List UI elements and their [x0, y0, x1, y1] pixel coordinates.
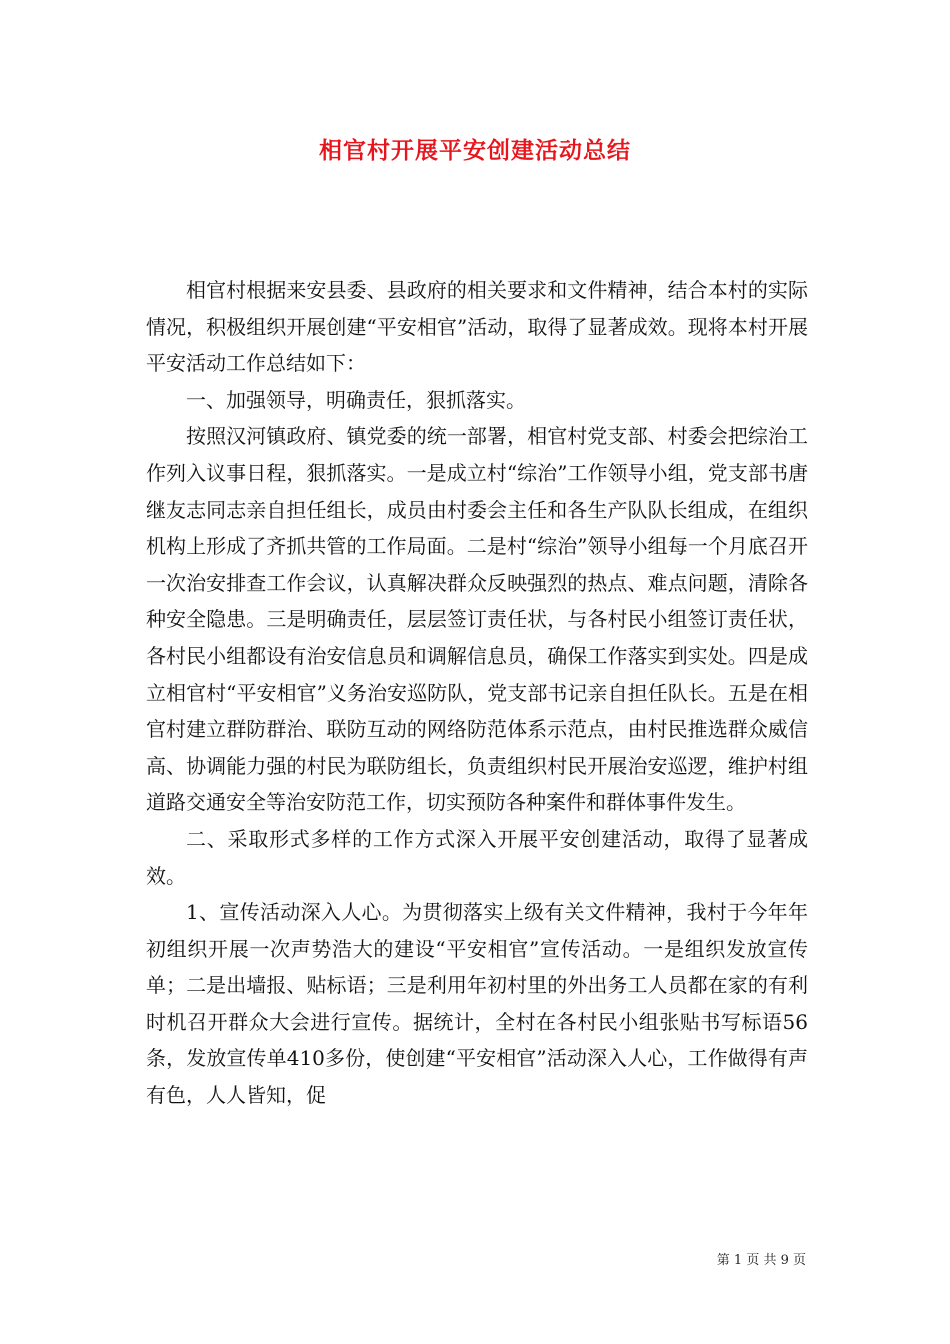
- paragraph-intro: 相官村根据来安县委、县政府的相关要求和文件精神，结合本村的实际情况，积极组织开展创建“平安相官”活动，取得了显著成效。现将本村开展平安活动工作总结如下：: [146, 278, 808, 376]
- document-title: 相官村开展平安创建活动总结: [319, 137, 631, 164]
- section-heading-2: 二、采取形式多样的工作方式深入开展平安创建活动，取得了显著成效。: [146, 826, 808, 888]
- page-number-footer: 第 1 页 共 9 页: [716, 1253, 806, 1268]
- paragraph-section-2-item-1: 1、宣传活动深入人心。为贯彻落实上级有关文件精神，我村于今年年初组织开展一次声势浩大的建设“平安相官”宣传活动。一是组织发放宣传单；二是出墙报、贴标语；三是利用年初村里的外出务工人员都在家的有利时机召开群众大会进行宣传。据统计，全村在各村民小组张贴书写标语56条，发放宣传单410多份，使创建“平安相官”活动深入人心，工作做得有声有色，人人皆知，促: [146, 900, 808, 1108]
- section-heading-1: 一、加强领导，明确责任，狠抓落实。: [186, 387, 526, 412]
- paragraph-section-1: 按照汉河镇政府、镇党委的统一部署，相官村党支部、村委会把综治工作列入议事日程，狠抓落实。一是成立村“综治”工作领导小组，党支部书唐继友志同志亲自担任组长，成员由村委会主任和各生产队队长组成，在组织机构上形成了齐抓共管的工作局面。二是村“综治”领导小组每一个月底召开一次治安排查工作会议，认真解决群众反映强烈的热点、难点问题，清除各种安全隐患。三是明确责任，层层签订责任状，与各村民小组签订责任状，各村民小组都设有治安信息员和调解信息员，确保工作落实到实处。四是成立相官村“平安相官”义务治安巡防队，党支部书记亲自担任队长。五是在相官村建立群防群治、联防互动的网络防范体系示范点，由村民推选群众威信高、协调能力强的村民为联防组长，负责组织村民开展治安巡逻，维护村组道路交通安全等治安防范工作，切实预防各种案件和群体事件发生。: [146, 424, 808, 815]
- document-body: [146, 272, 808, 1114]
